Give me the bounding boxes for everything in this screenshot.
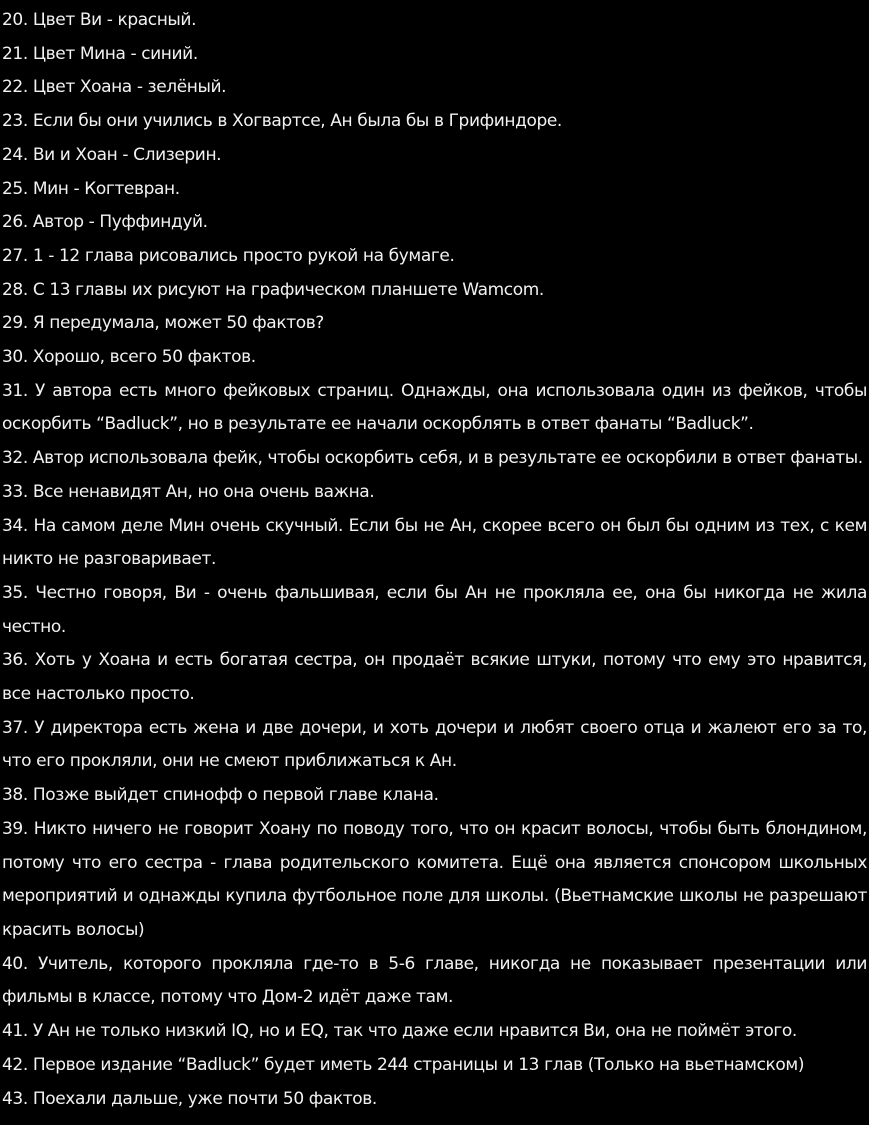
fact-31: 31. У автора есть много фейковых страниц. Однажды, она использовала один из фейков, чтобы оскорбить “Badluck”, но в результате ее начали оскорблять в ответ фанаты “Badluck”. — [2, 380, 867, 435]
fact-24: 24. Ви и Хоан - Слизерин. — [2, 144, 222, 165]
fact-40: 40. Учитель, которого прокляла где-то в 5-6 главе, никогда не показывает презентации или фильмы в классе, потому что Дом-2 идёт даже там. — [2, 953, 867, 1008]
fact-33: 33. Все ненавидят Ан, но она очень важна. — [2, 481, 375, 502]
fact-22: 22. Цвет Хоана - зелёный. — [2, 77, 227, 98]
fact-38: 38. Позже выйдет спинофф о первой главе клана. — [2, 785, 439, 806]
fact-28: 28. С 13 главы их рисуют на графическом планшете Wamcom. — [2, 279, 544, 300]
fact-25: 25. Мин - Когтевран. — [2, 178, 180, 199]
fact-30: 30. Хорошо, всего 50 фактов. — [2, 347, 256, 368]
fact-41: 41. У Ан не только низкий IQ, но и EQ, так что даже если нравится Ви, она не поймёт этого. — [2, 1021, 797, 1042]
fact-20: 20. Цвет Ви - красный. — [2, 10, 197, 30]
fact-26: 26. Автор - Пуффиндуй. — [2, 212, 208, 233]
facts-page — [0, 4, 867, 1116]
fact-34: 34. На самом деле Мин очень скучный. Если бы не Ан, скорее всего он был бы одним из тех, с кем никто не разговаривает. — [2, 515, 867, 570]
fact-43: 43. Поехали дальше, уже почти 50 фактов. — [2, 1088, 377, 1109]
fact-37: 37. У директора есть жена и две дочери, и хоть дочери и любят своего отца и жалеют его за то, что его прокляли, они не смеют приближаться к Ан. — [2, 717, 867, 772]
fact-23: 23. Если бы они учились в Хогвартсе, Ан была бы в Грифиндоре. — [2, 111, 562, 132]
fact-36: 36. Хоть у Хоана и есть богатая сестра, он продаёт всякие штуки, потому что ему это нравится, все настолько просто. — [2, 650, 867, 705]
fact-29: 29. Я передумала, может 50 фактов? — [2, 313, 324, 334]
fact-27: 27. 1 - 12 глава рисовались просто рукой на бумаге. — [2, 245, 455, 266]
fact-32: 32. Автор использовала фейк, чтобы оскорбить себя, и в результате ее оскорбили в ответ фанаты. — [2, 448, 863, 469]
fact-42: 42. Первое издание “Badluck” будет иметь 244 страницы и 13 глав (Только на вьетнамском) — [2, 1054, 805, 1075]
fact-39: 39. Никто ничего не говорит Хоану по поводу того, что он красит волосы, чтобы быть блондином, потому что его сестра - глава родительского комитета. Ещё она является спонсором школьных мероприятий и однажды купила футбольное поле для школы. (Вьетнамские школы не разрешают красить волосы) — [2, 818, 867, 940]
fact-21: 21. Цвет Мина - синий. — [2, 43, 198, 64]
fact-35: 35. Честно говоря, Ви - очень фальшивая, если бы Ан не прокляла ее, она бы никогда не жила честно. — [2, 582, 867, 637]
